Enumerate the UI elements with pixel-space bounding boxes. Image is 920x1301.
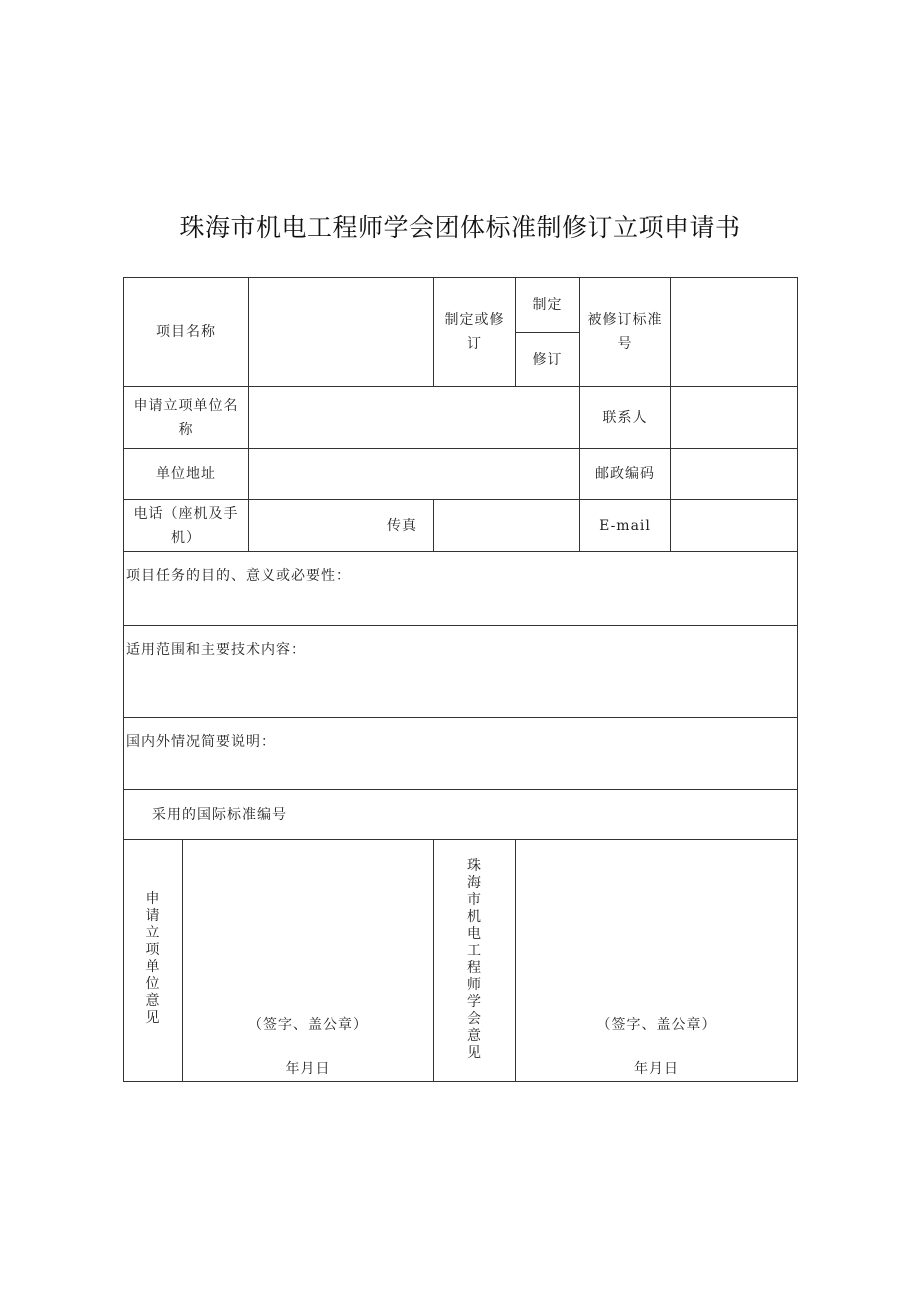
- fax-label: 传真: [249, 500, 434, 552]
- applicant-opinion-field[interactable]: [183, 840, 434, 1082]
- address-label: 单位地址: [124, 449, 249, 500]
- contact-label: 联系人: [580, 387, 671, 449]
- revised-standard-label: [580, 278, 671, 387]
- purpose-section[interactable]: 项目任务的目的、意义或必要性：: [124, 552, 798, 626]
- applicant-label-text: 申请立项单位名称: [133, 397, 239, 438]
- phone-label: [124, 500, 249, 552]
- document-title: 珠海市机电工程师学会团体标准制修订立项申请书: [179, 213, 741, 242]
- society-date: 年月日: [634, 1061, 679, 1077]
- postcode-label: 邮政编码: [580, 449, 671, 500]
- project-name-field[interactable]: [249, 278, 434, 387]
- applicant-opinion-text: 申请立项单位意见: [145, 891, 161, 1026]
- address-field[interactable]: [249, 449, 580, 500]
- society-opinion-text: 珠海市机电工程师学会意见: [467, 858, 482, 1061]
- phone-label-text: 电话（座机及手机）: [133, 505, 239, 546]
- applicant-opinion-label: [124, 840, 183, 1082]
- fax-field[interactable]: [434, 500, 580, 552]
- project-name-label: 项目名称: [124, 278, 249, 387]
- revised-standard-field[interactable]: [671, 278, 798, 387]
- applicant-date: 年月日: [285, 1061, 331, 1077]
- society-opinion-label: [434, 840, 516, 1082]
- revised-standard-text: 被修订标准号: [587, 312, 663, 352]
- applicant-label: [124, 387, 249, 449]
- scope-section[interactable]: 适用范围和主要技术内容：: [124, 626, 798, 718]
- intl-standard-section[interactable]: 采用的国际标准编号: [124, 790, 798, 840]
- email-label: E-mail: [580, 500, 671, 552]
- applicant-sign-note: （签字、盖公章）: [248, 1017, 368, 1033]
- postcode-field[interactable]: [671, 449, 798, 500]
- application-form-table: [123, 277, 798, 1082]
- set-or-revise-text: 制定或修订: [444, 312, 505, 352]
- domestic-international-section[interactable]: 国内外情况简要说明：: [124, 718, 798, 790]
- option-set[interactable]: 制定: [516, 278, 580, 333]
- society-opinion-field[interactable]: [516, 840, 798, 1082]
- set-or-revise-label: [434, 278, 516, 387]
- society-sign-note: （签字、盖公章）: [596, 1017, 717, 1033]
- applicant-field[interactable]: [249, 387, 580, 449]
- option-revise[interactable]: 修订: [516, 333, 580, 387]
- contact-field[interactable]: [671, 387, 798, 449]
- email-field[interactable]: [671, 500, 798, 552]
